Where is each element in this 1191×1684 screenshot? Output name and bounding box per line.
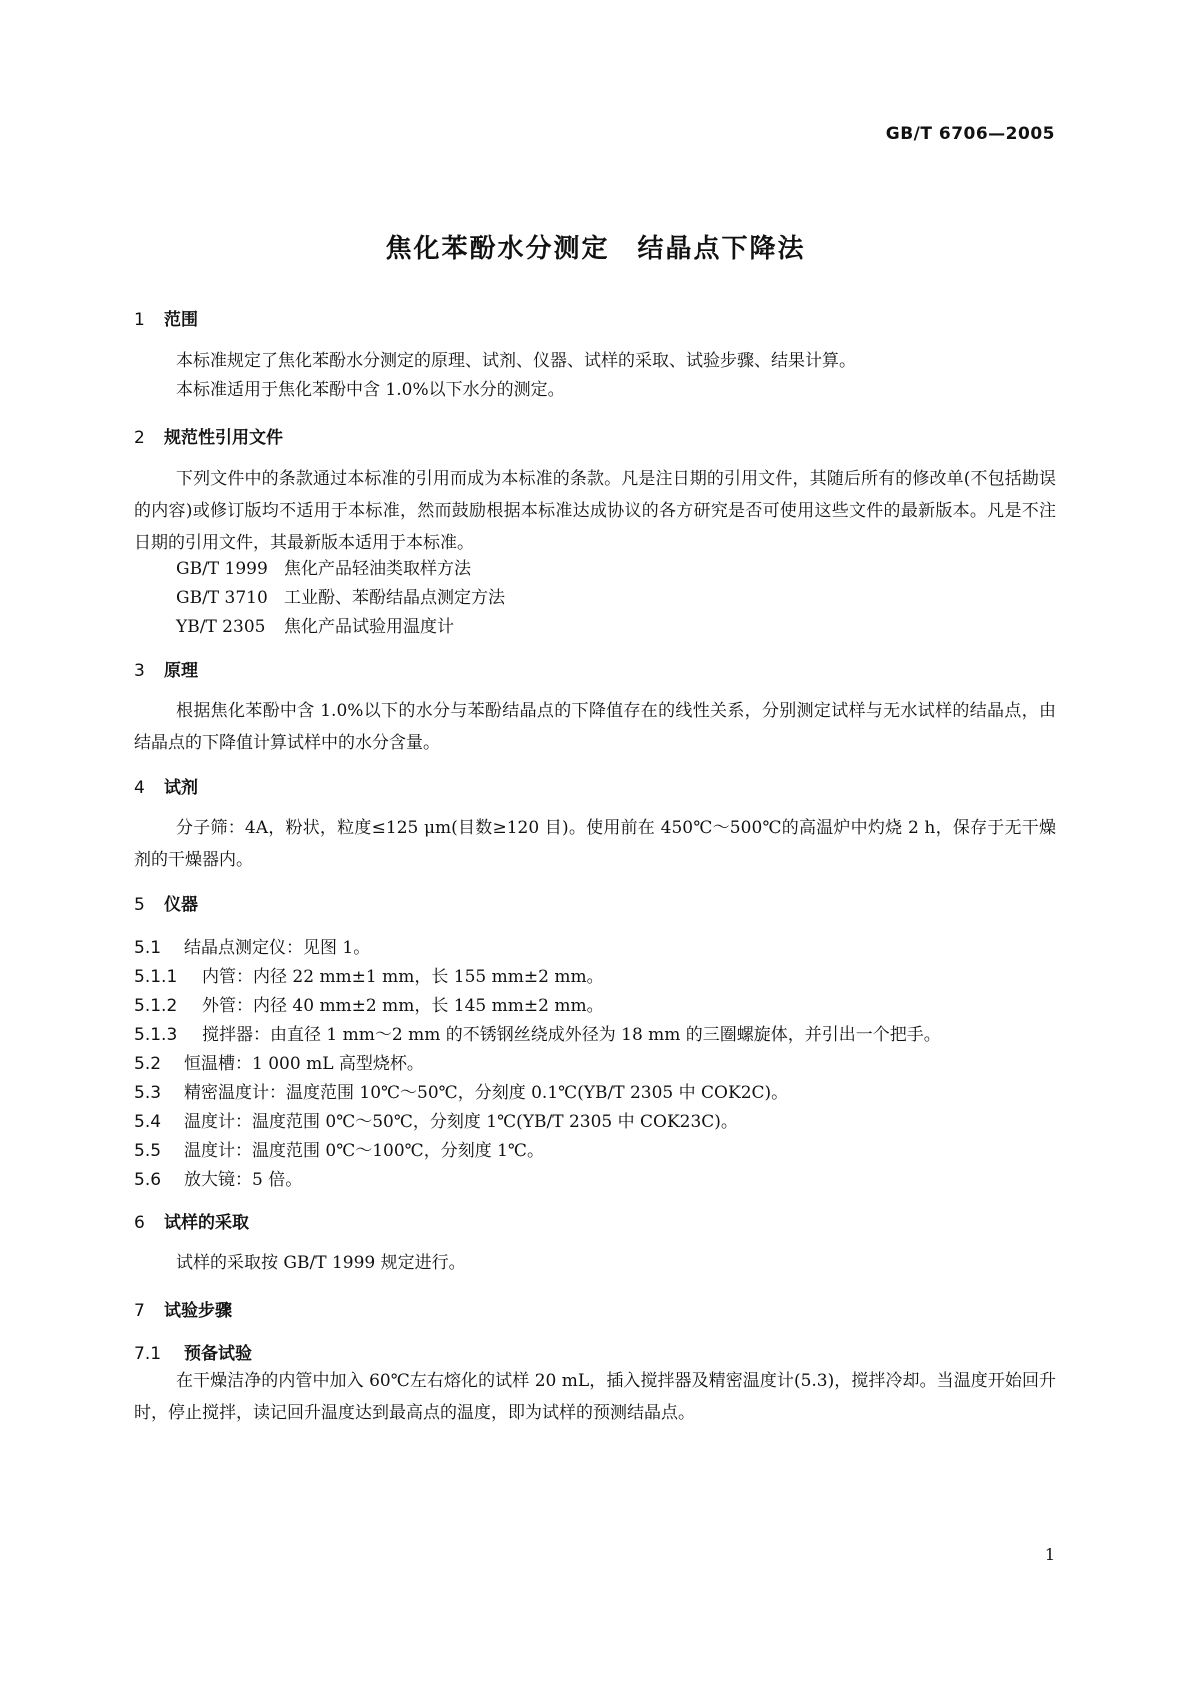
instrument-item [134, 1020, 941, 1045]
section-title: 试样的采取 [164, 1213, 249, 1233]
page-number: 1 [1044, 1545, 1055, 1564]
reference-code: GB/T 3710 [176, 588, 268, 608]
clause-text: 外管：内径 40 mm±2 mm，长 145 mm±2 mm。 [202, 996, 604, 1016]
clause-text: 内管：内径 22 mm±1 mm，长 155 mm±2 mm。 [202, 967, 604, 987]
instrument-item [134, 1049, 424, 1074]
section-title: 原理 [164, 661, 198, 681]
section-2-paragraph-1: 下列文件中的条款通过本标准的引用而成为本标准的条款。凡是注日期的引用文件，其随后所有的修改单(不包括勘误的内容)或修订版均不适用于本标准，然而鼓励根据本标准达成协议的各方研究是否可使用这些文件的最新版本。凡是不注日期的引用文件，其最新版本适用于本标准。 [134, 469, 1056, 553]
clause-text: 精密温度计：温度范围 10℃～50℃，分刻度 0.1℃(YB/T 2305 中 COK2C)。 [184, 1083, 789, 1103]
section-number: 7 [134, 1301, 145, 1321]
section-number: 4 [134, 778, 145, 798]
section-title: 试剂 [164, 778, 198, 798]
subsection-7-1-paragraph-1: 在干燥洁净的内管中加入 60℃左右熔化的试样 20 mL，插入搅拌器及精密温度计(5.3)，搅拌冷却。当温度开始回升时，停止搅拌，读记回升温度达到最高点的温度，即为试样的预测结晶点。 [134, 1371, 1056, 1423]
reference-title: 焦化产品试验用温度计 [284, 617, 454, 637]
section-title: 试验步骤 [164, 1301, 232, 1321]
section-4-paragraph-1: 分子筛：4A，粉状，粒度≤125 μm(目数≥120 目)。使用前在 450℃～500℃的高温炉中灼烧 2 h，保存于无干燥剂的干燥器内。 [134, 818, 1056, 870]
reference-item [176, 612, 454, 637]
section-number: 2 [134, 428, 145, 448]
section-4-heading [134, 773, 198, 798]
section-6-heading [134, 1208, 249, 1233]
section-title: 规范性引用文件 [164, 428, 283, 448]
instrument-item [134, 1078, 788, 1103]
clause-text: 温度计：温度范围 0℃～50℃，分刻度 1℃(YB/T 2305 中 COK23C)。 [184, 1112, 738, 1132]
section-6-paragraph-1: 试样的采取按 GB/T 1999 规定进行。 [176, 1253, 466, 1273]
section-7-heading [134, 1296, 232, 1321]
clause-number: 5.5 [134, 1141, 162, 1161]
section-5-heading [134, 890, 198, 915]
section-3-heading [134, 656, 198, 681]
reference-title: 焦化产品轻油类取样方法 [284, 559, 471, 579]
instrument-item [134, 933, 370, 958]
clause-text: 放大镜：5 倍。 [184, 1170, 303, 1190]
clause-number: 5.6 [134, 1170, 162, 1190]
clause-text: 温度计：温度范围 0℃～100℃，分刻度 1℃。 [184, 1141, 544, 1161]
section-number: 3 [134, 661, 145, 681]
subsection-title: 预备试验 [184, 1344, 252, 1364]
clause-number: 5.1.2 [134, 996, 178, 1016]
section-1-paragraph-2: 本标准适用于焦化苯酚中含 1.0%以下水分的测定。 [176, 380, 565, 400]
reference-code: GB/T 1999 [176, 559, 268, 579]
clause-text: 恒温槽：1 000 mL 高型烧杯。 [184, 1054, 424, 1074]
instrument-item [134, 1136, 544, 1161]
section-number: 5 [134, 895, 145, 915]
document-title: 焦化苯酚水分测定 结晶点下降法 [385, 234, 806, 264]
instrument-item [134, 1107, 738, 1132]
section-title: 范围 [164, 310, 198, 330]
section-3-paragraph-1: 根据焦化苯酚中含 1.0%以下的水分与苯酚结晶点的下降值存在的线性关系，分别测定试样与无水试样的结晶点，由结晶点的下降值计算试样中的水分含量。 [134, 701, 1056, 753]
section-1-heading [134, 305, 198, 330]
section-title: 仪器 [164, 895, 198, 915]
reference-item [176, 583, 505, 608]
clause-number: 5.1.1 [134, 967, 178, 987]
section-number: 6 [134, 1213, 145, 1233]
instrument-item [134, 962, 604, 987]
standard-code: GB/T 6706—2005 [885, 124, 1055, 144]
clause-number: 5.2 [134, 1054, 162, 1074]
section-number: 1 [134, 310, 145, 330]
section-1-paragraph-1: 本标准规定了焦化苯酚水分测定的原理、试剂、仪器、试样的采取、试验步骤、结果计算。 [176, 351, 856, 371]
clause-number: 5.1 [134, 938, 162, 958]
reference-title: 工业酚、苯酚结晶点测定方法 [284, 588, 505, 608]
clause-number: 7.1 [134, 1344, 162, 1364]
subsection-7-1-heading [134, 1339, 252, 1364]
section-2-heading [134, 423, 283, 448]
clause-number: 5.4 [134, 1112, 162, 1132]
clause-text: 搅拌器：由直径 1 mm～2 mm 的不锈钢丝绕成外径为 18 mm 的三圈螺旋体，并引出一个把手。 [202, 1025, 941, 1045]
clause-number: 5.1.3 [134, 1025, 178, 1045]
reference-item [176, 554, 471, 579]
instrument-item [134, 1165, 302, 1190]
clause-number: 5.3 [134, 1083, 162, 1103]
reference-code: YB/T 2305 [176, 617, 266, 637]
instrument-item [134, 991, 604, 1016]
clause-text: 结晶点测定仪：见图 1。 [184, 938, 371, 958]
